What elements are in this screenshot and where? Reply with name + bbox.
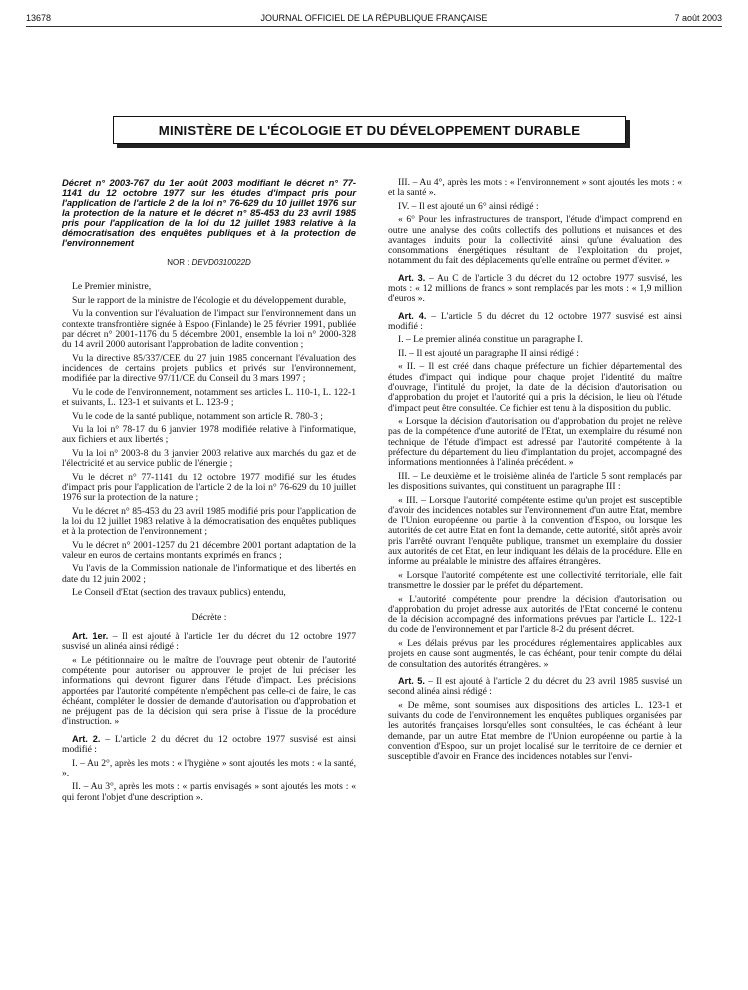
article-text: – Il est ajouté à l'article 1er du décret du 12 octobre 1977 susvisé un alinéa ainsi rédigé : [62, 630, 356, 653]
paragraph: « L'autorité compétente pour prendre la décision d'autorisation ou d'approbation du projet adresse aux autorités de l'Etat concerné le contenu de la décision accompagné des informations prévues par l'article L. 122-1 du code de l'environnement et par l'article 8-2 du présent décret. [388, 593, 682, 636]
paragraph: « II. – Il est créé dans chaque préfecture un fichier départemental des études d'impact qui indique pour chaque projet l'identité du maître d'ouvrage, l'intitulé du projet, la date de la décision d'autorisation ou d'approbation du projet et l'autorité qui a pris la décision, le lieu où l'étude d'impact peut être consultée. Ce fichier est tenu à la disposition du public. [388, 361, 682, 414]
paragraph: Le Conseil d'Etat (section des travaux publics) entendu, [72, 587, 286, 599]
paragraph: Vu la convention sur l'évaluation de l'impact sur l'environnement dans un contexte transfrontière signée à Espoo (Finlande) le 25 février 1991, publiée par décret n° 2001-1176 du 5 décembre 2001, ensemble la loi n° 2000-328 du 14 avril 2000 autorisant l'approbation de ladite convention ; [62, 308, 356, 351]
page-header [26, 10, 722, 26]
decrete-heading: Décrète : [191, 611, 227, 623]
paragraph: « III. – Lorsque l'autorité compétente estime qu'un projet est susceptible d'avoir des incidences notables sur l'environnement d'un autre Etat, membre de l'Union européenne ou partie à la convention d'Espoo, ou lorsque les autorités de cet autre Etat en font la demande, cette autorité, sitôt après avoir pris l'arrêté ouvrant l'enquête publique, transmet un exemplaire du dossier aux autorités de cet Etat, en leur indiquant les délais de la procédure. Elle en informe au préalable le ministre des affaires étrangères. [388, 494, 682, 568]
article-label: Art. 3. [398, 272, 426, 283]
paragraph: « Le pétitionnaire ou le maître de l'ouvrage peut obtenir de l'autorité compétente pour autoriser ou approuver le projet de lui préciser les informations qui devront figurer dans l'étude d'impact. Les précisions apportées par l'autorité compétente n'empêchent pas celle-ci de faire, le cas échéant, compléter le dossier de demande d'autorisation ou d'approbation et ne préjugent pas de la décision qui sera prise à l'issue de la procédure d'instruction. » [62, 654, 356, 728]
article-label: Art. 5. [398, 675, 425, 686]
nor-value: DEVD0310022D [191, 258, 251, 267]
article-text: – Il est ajouté à l'article 2 du décret du 23 avril 1985 susvisé un second alinéa ainsi rédigé : [388, 675, 682, 698]
paragraph: II. – Il est ajouté un paragraphe II ainsi rédigé : [398, 347, 579, 359]
paragraph: III. – Le deuxième et le troisième alinéa de l'article 5 sont remplacés par les dispositions suivantes, qui constituent un paragraphe III : [388, 470, 682, 493]
paragraph: Vu le décret n° 2001-1257 du 21 décembre 2001 portant adaptation de la valeur en euros de certains montants exprimés en francs ; [62, 539, 356, 561]
article-2 [62, 734, 356, 756]
article-5 [388, 676, 682, 698]
article-text: – L'article 2 du décret du 12 octobre 1977 susvisé est ainsi modifié : [62, 733, 356, 756]
publication-date: 7 août 2003 [674, 13, 722, 23]
paragraph: I. – Le premier alinéa constitue un paragraphe I. [398, 334, 583, 346]
nor-label: NOR : [167, 258, 190, 267]
article-label: Art. 2. [72, 733, 101, 744]
nor-reference [62, 258, 356, 268]
paragraph: IV. – Il est ajouté un 6° ainsi rédigé : [398, 200, 539, 212]
left-column [62, 178, 356, 806]
paragraph: « 6° Pour les infrastructures de transport, l'étude d'impact comprend en outre une analyse des coûts collectifs des pollutions et nuisances et des avantages induits pour la collectivité ainsi qu'une évaluation des consommations énergétiques résultant de l'exploitation du projet, notamment du fait des déplacements qu'elle entraîne ou permet d'éviter. » [388, 214, 682, 267]
paragraph: Le Premier ministre, [72, 281, 152, 293]
article-1 [62, 631, 356, 653]
paragraph: III. – Au 4°, après les mots : « l'environnement » sont ajoutés les mots : « et la santé ». [388, 177, 682, 199]
paragraph: Sur le rapport de la ministre de l'écologie et du développement durable, [72, 294, 346, 306]
right-column [388, 178, 682, 766]
paragraph: Vu la loi n° 2003-8 du 3 janvier 2003 relative aux marchés du gaz et de l'électricité et au service public de l'énergie ; [62, 447, 356, 470]
paragraph: Vu l'avis de la Commission nationale de l'informatique et des libertés en date du 12 juin 2002 ; [62, 563, 356, 585]
paragraph: II. – Au 3°, après les mots : « partis envisagés » sont ajoutés les mots : « qui feront l'objet d'une description ». [62, 781, 356, 803]
article-label: Art. 1er. [72, 630, 109, 641]
article-label: Art. 4. [398, 310, 427, 321]
ministry-heading: MINISTÈRE DE L'ÉCOLOGIE ET DU DÉVELOPPEMENT DURABLE [113, 116, 626, 144]
page-number: 13678 [26, 13, 52, 23]
decree-title: Décret n° 2003-767 du 1er août 2003 modifiant le décret n° 77-1141 du 12 octobre 1977 sur les études d'impact pris pour l'application de l'article 2 de la loi n° 76-629 du 10 juillet 1976 sur la protection de la nature et le décret n° 85-453 du 23 avril 1985 pris pour l'application de la loi du 12 juillet 1983 relative à la démocratisation des enquêtes publiques et à la protection de l'environnement [62, 177, 356, 248]
header-rule [26, 26, 722, 27]
paragraph: Vu la loi n° 78-17 du 6 janvier 1978 modifiée relative à l'informatique, aux fichiers et aux libertés ; [62, 423, 356, 446]
paragraph: « Lorsque l'autorité compétente est une collectivité territoriale, elle fait transmettre le dossier par le préfet du département. [388, 569, 682, 592]
article-3 [388, 273, 682, 305]
paragraph: Vu la directive 85/337/CEE du 27 juin 1985 concernant l'évaluation des incidences de certains projets publics et privés sur l'environnement, modifiée par la directive 97/11/CE du Conseil du 3 mars 1997 ; [62, 352, 356, 385]
article-text: – L'article 5 du décret du 12 octobre 1977 susvisé est ainsi modifié : [388, 310, 682, 332]
paragraph: Vu le code de la santé publique, notamment son article R. 780-3 ; [72, 410, 323, 422]
paragraph: Vu le décret n° 77-1141 du 12 octobre 1977 modifié sur les études d'impact pris pour l'application de l'article 2 de la loi n° 76-629 du 10 juillet 1976 sur la protection de la nature ; [62, 471, 356, 504]
paragraph: I. – Au 2°, après les mots : « l'hygiène » sont ajoutés les mots : « la santé, ». [62, 757, 356, 779]
journal-title: JOURNAL OFFICIEL DE LA RÉPUBLIQUE FRANÇAISE [260, 13, 488, 23]
article-4 [388, 311, 682, 333]
paragraph: « Lorsque la décision d'autorisation ou d'approbation du projet ne relève pas de la compétence d'une autorité de l'Etat, un exemplaire du résumé non technique de l'étude d'impact est adressé par l'autorité compétente à la préfecture du département du lieu d'implantation du projet, accompagné des informations mentionnées à l'alinéa précédent. » [388, 416, 682, 469]
paragraph: « Les délais prévus par les procédures réglementaires applicables aux projets en cause sont augmentés, le cas échéant, pour tenir compte du délai de consultation des autorités étrangères. » [388, 637, 682, 670]
paragraph: Vu le décret n° 85-453 du 23 avril 1985 modifié pris pour l'application de la loi du 12 juillet 1983 relative à la démocratisation des enquêtes publiques et à la protection de l'environnement ; [62, 505, 356, 538]
article-text: – Au C de l'article 3 du décret du 12 octobre 1977 susvisé, les mots : « 12 millions de francs » sont remplacés par les mots : « 1,9 million d'euros ». [388, 272, 682, 305]
paragraph: « De même, sont soumises aux dispositions des articles L. 123-1 et suivants du code de l'environnement les enquêtes publiques organisées par les autorités françaises lorsqu'elles sont consultées, le cas échéant à leur demande, par un autre Etat membre de l'Union européenne ou partie à la convention d'Espoo, sur un projet localisé sur le territoire de ce dernier et susceptible d'avoir en France des incidences notables sur l'envi- [388, 699, 682, 763]
paragraph: Vu le code de l'environnement, notamment ses articles L. 110-1, L. 122-1 et suivants, L. 123-1 et suivants et L. 123-9 ; [62, 386, 356, 409]
